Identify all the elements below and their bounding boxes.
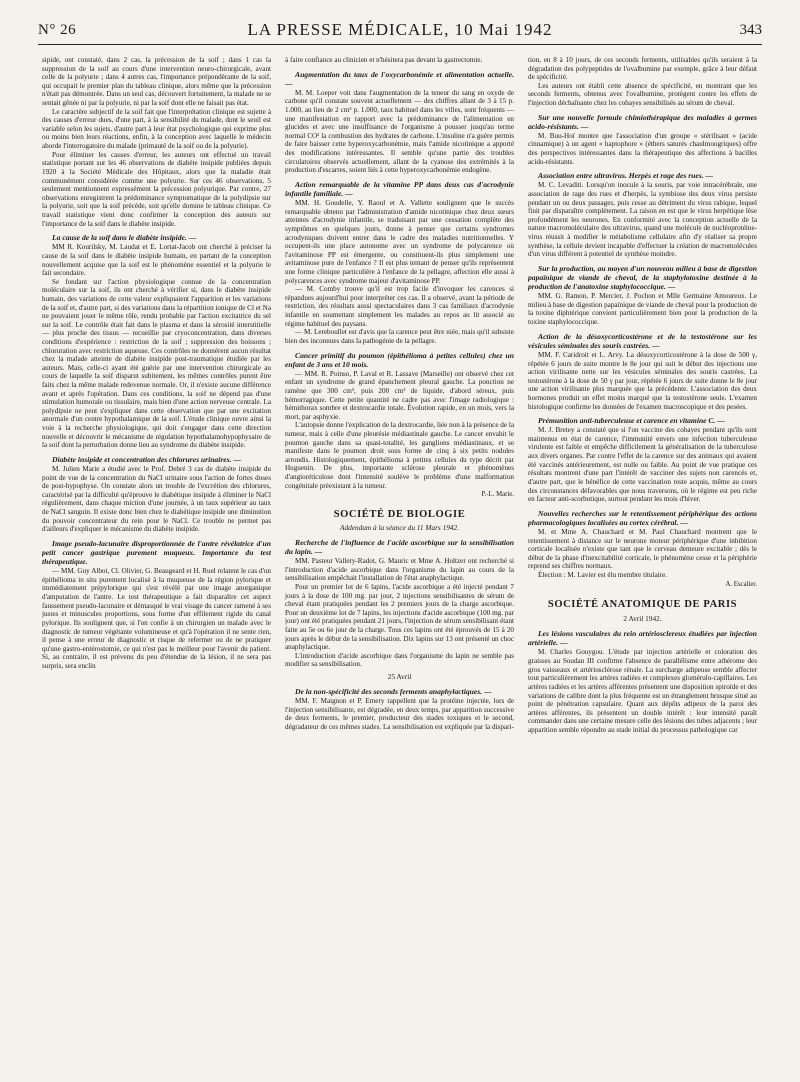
article-heading: Action remarquable de la vitamine PP dans deux cas d'acrodynie infantile familiale. —	[285, 179, 514, 199]
column-3	[528, 56, 757, 1066]
session-date: 25 Avril	[387, 672, 412, 681]
paragraph: Élection : M. Lavier est élu membre titulaire.	[538, 571, 668, 580]
article-heading: Sur la production, au moyen d'un nouveau milieu à base de digestion papaïnique de viande de cheval, de la staphylotoxine destinée à la production de l'anatoxine staphylococcique. —	[528, 263, 757, 292]
article-columns	[42, 56, 758, 1066]
paragraph: MM R. Kourilsky, M. Laudat et E. Lortat-Jacob ont cherché à préciser la cause de la soif dans le diabète insipide humain, en partant de la conception nouvellement acquise que la soif est le phénomène essentiel et la polyurie le fait secondaire.	[42, 243, 271, 278]
paragraph: MM. H. Goudelle, Y. Raoul et A. Vallette soulignent que le succès remarquable obtenu par l'administration d'amide nicotinique chez deux sœurs atteintes d'acrodynie infantile, se traduisant par une cessation complète des symptômes en quelques jours, donne à penser que certains syndromes acrodyniques doivent entrer dans le cadre des maladies nutritionnelles. Y occupent-ils une place autonome avec un syndrome de polycarence où l'avitaminose PP est émergente, ou constituent-ils plus simplement une avitaminose pure de l'enfance ? Il est plus tentant de penser qu'ils représentent une forme clinique particulière à l'enfance de la pellagre, affection elle aussi à polycarences avec syndrome majeur d'avitaminose PP.	[285, 199, 514, 285]
paragraph: M. C. Levaditi. Lorsqu'on inocule à la souris, par voie intracérébrale, une association de rage des rues et d'herpès, la symbiose des deux virus persiste pendant un ou deux passages, puis cesse au détriment du virus rabique, lequel finit par disparaître complètement. La raison en est que le virus herpétique lèse profondément les neurones. En conformité avec la conception actuelle de la nature macromoléculaire des ultravirus, quand une molécule de nucléoprotéine-virus réussit à modifier le métabolisme cellulaire afin d'y réaliser sa propre synthèse, la cellule devient incapable d'effectuer la création de macromolécules d'un virus différent à potentiel de synthèse moindre.	[528, 181, 757, 259]
paragraph: Les auteurs ont établi cette absence de spécificité, en montrant que les seconds ferments, obtenus avec l'ovalbumine, protègent contre les effets de l'injection déchaînante chez les cobayes sensibilisés au sérum de cheval.	[528, 81, 757, 108]
article-heading: Nouvelles recherches sur le retentissement périphérique des actions pharmacologiques localisées au cortex cérébral. —	[528, 508, 757, 527]
paragraph: M. M. Loeper voit dans l'augmentation de la teneur du sang en oxyde de carbone qu'il constate souvent actuellement — des chiffres allant de 3 à 15 p. 1.000, au lieu de 2 cm³ p. 1.000, taux habituel dans les villes, sont fréquents — une manifestation en rapport avec la prédominance de l'alimentation en glucides et avec une insuffisance de l'organisme à pousser jusqu'au terme normal CO² la combustion des hydrates de carbone. L'insuline n'a guère permis de faire baisser cette hyperoxycarbonémie, mais l'amide nicotinique a apporté des modifications intéressantes. Il semble qu'une partie des troubles circulatoires observés actuellement, allant de la cyanose des extrémités à la production d'escarres, soient liés à cette hyperoxycarbonémie endogène.	[285, 88, 514, 175]
paragraph: M. Buu-Hoï montre que l'association d'un groupe « stérilisant » (acide cinnamique) à un agent « haptophore » (éthers saturés chaulmoogriques) offre des perspectives intéressantes dans la thérapeutique des affections à bacilles acido-résistants.	[528, 131, 757, 166]
paragraph: M. Julien Marie a étudié avec le Prof. Debré 3 cas de diabète insipide du point de vue de la concentration du NaCl urinaire sous l'action de fortes doses de post-hypophyse. On constate alors un trouble de l'excrétion des chlorures, caractérisé par la difficulté qu'éprouve le diabétique insipide à éliminer le NaCl régulièrement, dans chaque miction d'une journée, à un taux supérieur au taux de NaCl sanguin. Il existe donc bien chez le diabétique insipide une diminution du pouvoir concentrateur du rein pour le NaCl. Ce trouble ne permet pas d'ailleurs d'expliquer le mécanisme du diabète insipide.	[42, 465, 271, 534]
session-date: Addendum à la séance du 11 Mars 1942.	[339, 523, 460, 533]
paragraph: — M. Lereboullet est d'avis que la carence peut être niée, mais qu'il subsiste bien des inconnues dans la pathogénie de la pellagre.	[285, 328, 514, 345]
paragraph: Pour éliminer les causes d'erreur, les auteurs ont effectué un travail statistique portant sur les 46 observations de diabète insipide publiées depuis 1920 à la Société Médicale des Hôpitaux, alors que la maladie était communément considérée comme une polyurie. Sur ces 46 observations, 5 seulement mentionnent expressément la précession polyurique. Par contre, 27 observations enregistrent la prédominance symptomatique de la polydipsie sur la polyurie, soit que la soif précède, soit qu'elle domine le tableau clinique. Ce travail statistique vient donc confirmer la conception des auteurs sur l'importance de la soif dans le diabète insipide.	[42, 150, 271, 228]
journal-title: LA PRESSE MÉDICALE, 10 Mai 1942	[247, 20, 553, 39]
article-heading: Image pseudo-lacunaire disproportionnée de l'antre révélatrice d'un petit cancer gastrique purement muqueux. Importance du test thérapeutique.	[42, 538, 271, 567]
article-heading: Association entre ultravirus. Herpès et rage des rues. —	[538, 171, 714, 181]
paragraph: — MM. R. Poinso, P. Laval et R. Lassave (Marseille) ont observé chez cet enfant un syndrome de grand épanchement pleural gauche. La ponction ne ramène que 300 cm³, puis 200 cm³ de liquide, d'abord séreux, puis hémorragique. Cette petite quantité ne cadre pas avec l'image radiologique : hémithorax sombre et dextrocardie totale. Évolution rapide, en un mois, vers la mort, par asphyxie.	[285, 369, 514, 421]
article-heading: Augmentation du taux de l'oxycarbonémie et alimentation actuelle. —	[285, 69, 514, 88]
paragraph: Le caractère subjectif de la soif fait que l'interprétation clinique est sujette à des causes d'erreur dues, d'une part, à la sensibilité du malade, dont le seuil est variable selon les sujets, d'autre part à leur état psychologique qui exprime plus ou moins bien leurs réactions, enfin, à la conception avec laquelle le médecin aborde l'interrogatoire du malade (primauté de la soif ou de la polyurie).	[42, 107, 271, 151]
article-heading: Recherche de l'influence de l'acide ascorbique sur la sensibilisation du lapin. —	[285, 537, 514, 556]
article-heading: Les lésions vasculaires du rein artériosclereux étudiées par injection artérielle. —	[528, 629, 757, 648]
paragraph: MM. F. Caridroit et L. Arvy. La désoxycorticostérone à la dose de 500 γ, répétée 6 jours de suite montre le 8e jour qui suit le début des injections une action virilisante nette sur les vésicules séminales des souris castrées. La testostérone à la dose de 50 γ par jour, répétée 6 jours de suite donne le 8e jour une action virilisante plus marquée que la précédente. L'association des deux hormones produit un effet moins marqué que la testostérone seule. L'examen histologique confirme les données de l'examen macroscopique et des pesées.	[528, 350, 757, 411]
page-number: 343	[739, 22, 762, 38]
paragraph: MM. Pasteur Vallery-Radot, G. Mauric et Mme A. Holtzer ont recherché si l'introduction d'acide ascorbique dans l'organisme du lapin au cours de la sensibilisation empêchait l'installation de l'état anaphylactique.	[285, 557, 514, 583]
paragraph: M. et Mme A. Chauchard et M. Paul Chauchard montrent que le retentissement à distance sur le neurone moteur périphérique d'une inhibition corticale localisée n'existe que tant que le cerveau demeure excitable ; dès le début de la phase d'inexcitabilité corticale, le phénomène cesse et la périphérie reprend ses chiffres normaux.	[528, 527, 757, 571]
article-heading: Prémunition anti-tuberculeuse et carence en vitamine C. —	[538, 416, 725, 426]
paragraph: L'autopsie donne l'explication de la dextrocardie, liée non à la présence de la tumeur, mais à celle d'une pleurésie médiastinale gauche. Le cancer envahit le poumon gauche dans sa quasi-totalité, les ganglions médiastinaux, et se manifeste dans le poumon droit sous forme de cinq à six petits nodules arrondis. Histologiquement, épithélioma à petites cellules du type décrit par Huguenin. De plus, importante sclérose pleurale et phénomènes d'angioréticulose dont l'intensité soulève le problème d'une malformation congénitale préexistant à la tumeur.	[285, 421, 514, 490]
article-heading: Action de la désoxycorticostérone et de la testostérone sur les vésicules séminales des souris castrées. —	[528, 331, 757, 350]
paragraph: MM. F. Maignon et P. Emery rappellent que la protéine injectée, lors de l'injection sensibilisante, est dégradée, en deux temps, par apparition successive de deux ferments, le premier, producteur des stades toxiques et le second, dégradateur de ces mêmes stades. La sensibilisation est expliquée par la dispari-	[285, 696, 514, 731]
author-signature: A. Escalier.	[725, 580, 757, 588]
column-1	[42, 56, 271, 1066]
article-heading: Sur une nouvelle formule chimiothérapique des maladies à germes acido-résistants. —	[528, 112, 757, 131]
article-heading: De la non-spécificité des seconds ferments anaphylactiques. —	[295, 686, 492, 696]
issue-number: N° 26	[38, 22, 77, 38]
session-date: 2 Avril 1942.	[623, 614, 662, 624]
paragraph: Se fondant sur l'action physiologique connue de la concentration moléculaire sur la soif, ils ont cherché à vérifier si, dans le diabète insipide humain, des variations de cette valeur expliquaient l'apparition et les variations de la soif et, d'autre part, si des variations dans la répartition ionique de Cl et Na ne pouvaient jouer le même rôle, rendu probable par l'action excitatrice du sel sur la soif. Le contrôle était fait dans le plasma et dans la sérosité interstitielle — plus proche des tissus — recueillie par cryoconcentration, dans diverses conditions d'expérience : restriction de la soif ; suppression des boissons ; chloruration avec restriction aqueuse. Ces contrôles ne donnèrent aucun résultat chez la malade atteinte de diabète insipide post-traumatique étudiée par les auteurs. Mais, celle-ci ayant été guérie par une intervention chirurgicale au cours de laquelle la soif disparut subitement, les mêmes contrôles purent être faits chez la même malade redevenue normale. Or, il n'existe aucune différence avant et après l'opération. Dans ces conditions, la soif ne dépend pas d'une stimulation humorale ou tissulaire, mais bien d'une action nerveuse centrale. La polydipsie ne peut s'expliquer dans cette observation que par une excitation anormale d'un centre hypothalamique de la soif. L'étude clinique ouvre ainsi la voie à la recherche physiologique, qui doit s'engager dans cette direction nouvelle et découvrir le mécanisme de régulation hypothalamohypophysaire de la soif dont la perturbation donne lieu au syndrome du diabète insipide.	[42, 277, 271, 450]
section-title: SOCIÉTÉ ANATOMIQUE DE PARIS	[547, 598, 738, 610]
article-heading: Diabète insipide et concentration des chlorures urinaires. —	[52, 454, 242, 464]
column-2	[285, 56, 514, 1066]
section-title: SOCIÉTÉ DE BIOLOGIE	[333, 509, 466, 521]
paragraph: — MM. Guy Albot, Cl. Olivier, G. Beaugeard et H. Ruel relatent le cas d'un épithélioma in situ purement localisé à la muqueuse de la région pylorique et immédiatement prépylorique qui s'est révélé par une image anorganique d'amputation de l'antre. Le test thérapeutique a fait disparaître cet aspect faussement pseudo-lacunaire et démasqué le vrai visage du cancer ramené à ses justes et minuscules proportions, sous forme d'un effilement rigide du canal pylorique. Ils soulignent que, si l'on confie à un chirurgien un malade avec le diagnostic de tumeur végétante volumineuse et qu'à l'opération il ne sente rien, il pense à une erreur de diagnostic et risque de refermer ou de ne pratiquer qu'une gastro-entérostomie, ce qui n'est pas le meilleur pour l'avenir du patient. Si, au contraire, il est prévenu du peu d'étendue de la lésion, il ne sera pas surpris, sera enclin	[42, 567, 271, 670]
paragraph: tion, en 8 à 10 jours, de ces seconds ferments, utilisables qu'ils seraient à la dégradation des polypeptides de l'ovalbumine par exemple, grâce à leur défaut de spécificité.	[528, 56, 757, 82]
paragraph: M. Charles Gouygou. L'étude par injection artérielle et coloration des graisses au Soudan III confirme l'absence de parallélisme entre athérome des gros vaisseaux et artériosclérose rénale. La surcharge adipeuse semble affecter tout particulièrement les artères radiées et complexes glomérulo-capillaires. Les artères radiées et les artères afférentes présentent une disposition spiroïde et des variations de calibre dont la plus fréquente est un étranglement brusque situé au point de pénétration capsulaire. Quant aux dépôts adipeux de la paroi des artères afférentes, ils présentent un double intérêt : leur intensité paraît commander dans une certaine mesure celle des lésions des tubes adjacents ; leur apparition semble répondre au stade initial du processus pathologique car	[528, 648, 757, 734]
paragraph: sipide, ont constaté, dans 2 cas, la précession de la soif ; dans 1 cas la suppression de la soif au cours d'une intervention neuro-chirurgicale, avant celle de la polyurie ; dans 4 autres cas, l'importance prépondérante de la soif, qui occupait le premier plan du tableau clinique, alors même que la précession n'était pas démontrée. Dans un seul cas, découvert fortuitement, la malade ne se sentait gênée ni par la polyurie, ni par la soif dont elle ne faisait pas état.	[42, 56, 271, 108]
article-heading: La cause de la soif dans le diabète insipide. —	[52, 233, 197, 243]
author-signature: P.-L. Marie.	[481, 491, 514, 499]
paragraph: Pour un premier lot de 6 lapins, l'acide ascorbique a été injecté pendant 7 jours à la dose de 100 mg. par jour, 2 injections sensibilisantes de sérum de cheval étant pratiquées pendant les 2 premiers jours de la charge ascorbique. Pour un deuxième lot de 7 lapins, les injections d'acide ascorbique (100 mg. par jour) ont été pratiquées pendant 21 jours, l'injection de sérum sensibilisant étant faite au 5e ou 6e jour de la charge. Tous ces lapins ont été éprouvés de 15 à 20 jours après le début de la sensibilisation. Dix lapins sur 13 ont présenté un choc anaphylactique.	[285, 582, 514, 652]
paragraph: — M. Comby trouve qu'il est trop facile d'invoquer les carences si répandues aujourd'hui pour interpréter ces cas. Il a observé, avant la période de restriction, des résultats aussi spectaculaires dans 3 cas familiaux d'acrodynie infantile en soumettant simplement les malades au repos au lit associé au régime habituel des paysans.	[285, 285, 514, 328]
page-header	[38, 18, 762, 45]
paragraph: M. J. Bretey a constaté que si l'on vaccine des cobayes pendant qu'ils sont maintenus en état de carence, l'immunité envers une infection tuberculeuse virulente est faible et empêche difficilement la généralisation de la tuberculose aux divers organes. Par contre l'effet de la carence sur des animaux qui avaient été vaccinés antérieurement, est nulle ou faible. Au point de vue pratique ces résultats montrent d'une part l'intérêt de vacciner des sujets non carencés et, d'autre part, que le bénéfice de cette vaccination reste acquis, même au cours des circonstances défavorables que nous traversons, où le régime est peu riche en facteur anti-scorbutique, surtout pendant les mois d'hiver.	[528, 426, 757, 504]
paragraph: MM. G. Ramon, P. Mercier, J. Pochon et Mlle Germaine Amoureux. Le milieu à base de digestion papaïnique de viande de cheval pour la production de la toxine diphtérique convient particulièrement bien pour la production de la toxine staphylococcique.	[528, 292, 757, 327]
article-heading: Cancer primitif du poumon (épithélioma à petites cellules) chez un enfant de 3 ans et 10 mois.	[285, 350, 514, 369]
paragraph: L'introduction d'acide ascorbique dans l'organisme du lapin ne semble pas modifier sa sensibilisation.	[285, 651, 514, 669]
paragraph: à faire confiance au clinicien et n'hésitera pas devant la gastrectomie.	[285, 56, 483, 64]
